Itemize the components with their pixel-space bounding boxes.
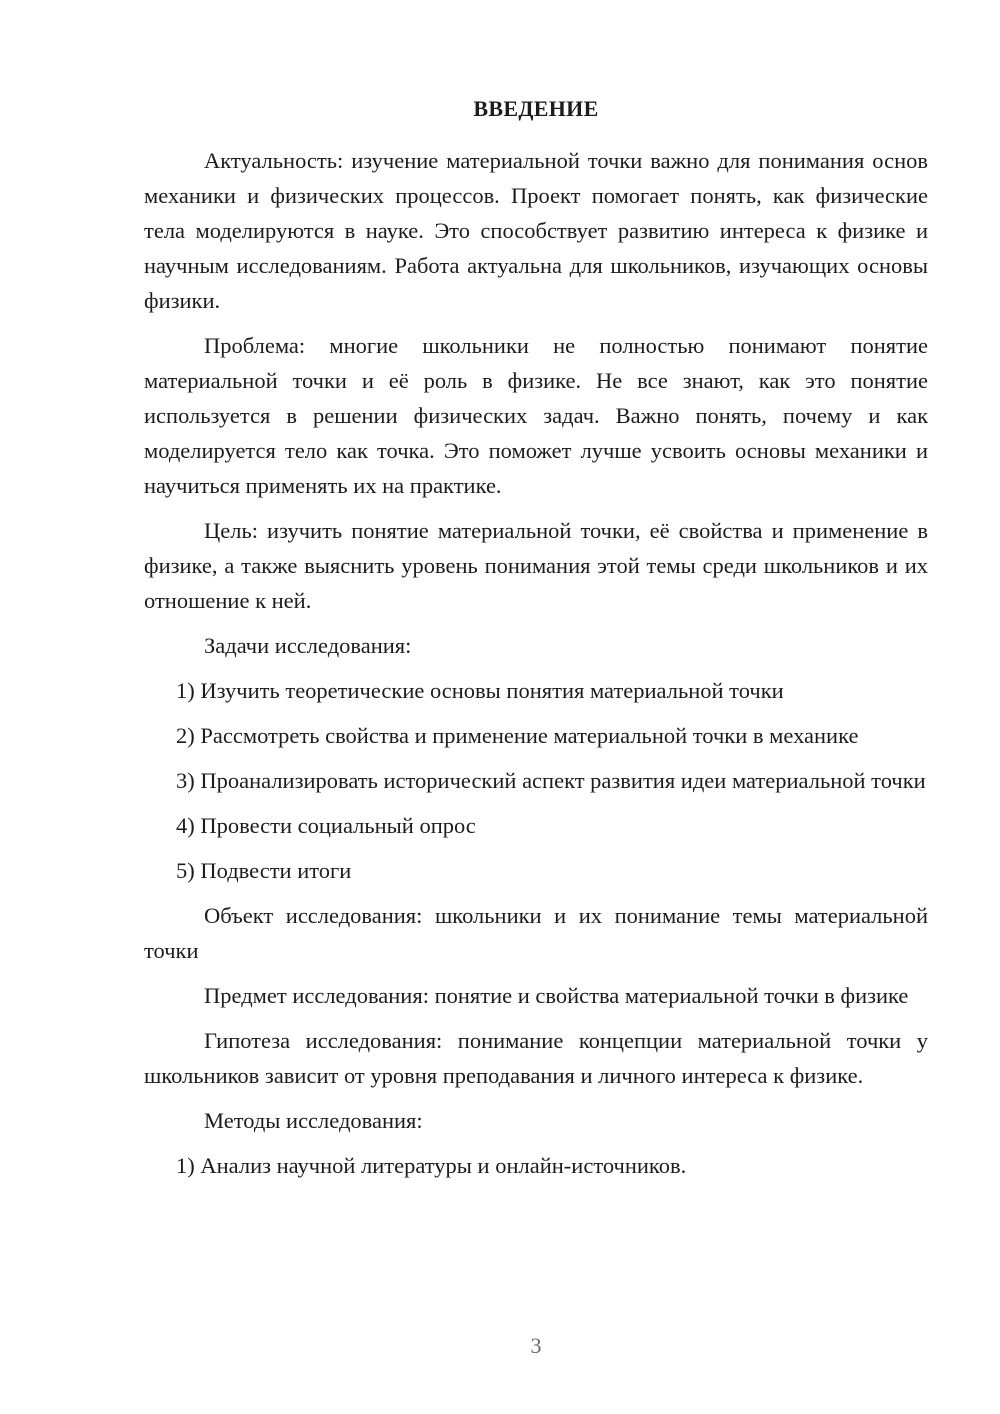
list-item-task-4: 4) Провести социальный опрос [176, 813, 476, 838]
paragraph-methods-heading: Методы исследования: [204, 1108, 423, 1133]
paragraph-goal: Цель: изучить понятие материальной точки, её свойства и применение в физике, а также выяснить уровень понимания этой темы среди школьников и их отношение к ней. [144, 518, 928, 613]
list-item-task-1: 1) Изучить теоретические основы понятия материальной точки [176, 678, 784, 703]
paragraph-object: Объект исследования: школьники и их понимание темы материальной точки [144, 903, 928, 963]
paragraph-problem: Проблема: многие школьники не полностью понимают понятие материальной точки и её роль в физике. Не все знают, как это понятие используется в решении физических задач. Важно понять, почему и как моделируется тело как точка. Это поможет лучше усвоить основы механики и научиться применять их на практике. [144, 333, 928, 498]
list-item-task-3: 3) Проанализировать исторический аспект развития идеи материальной точки [176, 768, 926, 793]
list-item-task-5: 5) Подвести итоги [176, 858, 352, 883]
page-number: 3 [530, 1333, 542, 1358]
list-item-task-2: 2) Рассмотреть свойства и применение материальной точки в механике [176, 723, 859, 748]
list-item-method-1: 1) Анализ научной литературы и онлайн-источников. [176, 1153, 687, 1178]
body-text [144, 143, 928, 1193]
paragraph-relevance: Актуальность: изучение материальной точки важно для понимания основ механики и физических процессов. Проект помогает понять, как физические тела моделируются в науке. Это способствует развитию интереса к физике и научным исследованиям. Работа актуальна для школьников, изучающих основы физики. [144, 148, 928, 313]
section-title: ВВЕДЕНИЕ [473, 96, 599, 121]
paragraph-subject: Предмет исследования: понятие и свойства материальной точки в физике [204, 983, 909, 1008]
paragraph-hypothesis: Гипотеза исследования: понимание концепции материальной точки у школьников зависит от уровня преподавания и личного интереса к физике. [144, 1028, 928, 1088]
paragraph-tasks-heading: Задачи исследования: [204, 633, 412, 658]
